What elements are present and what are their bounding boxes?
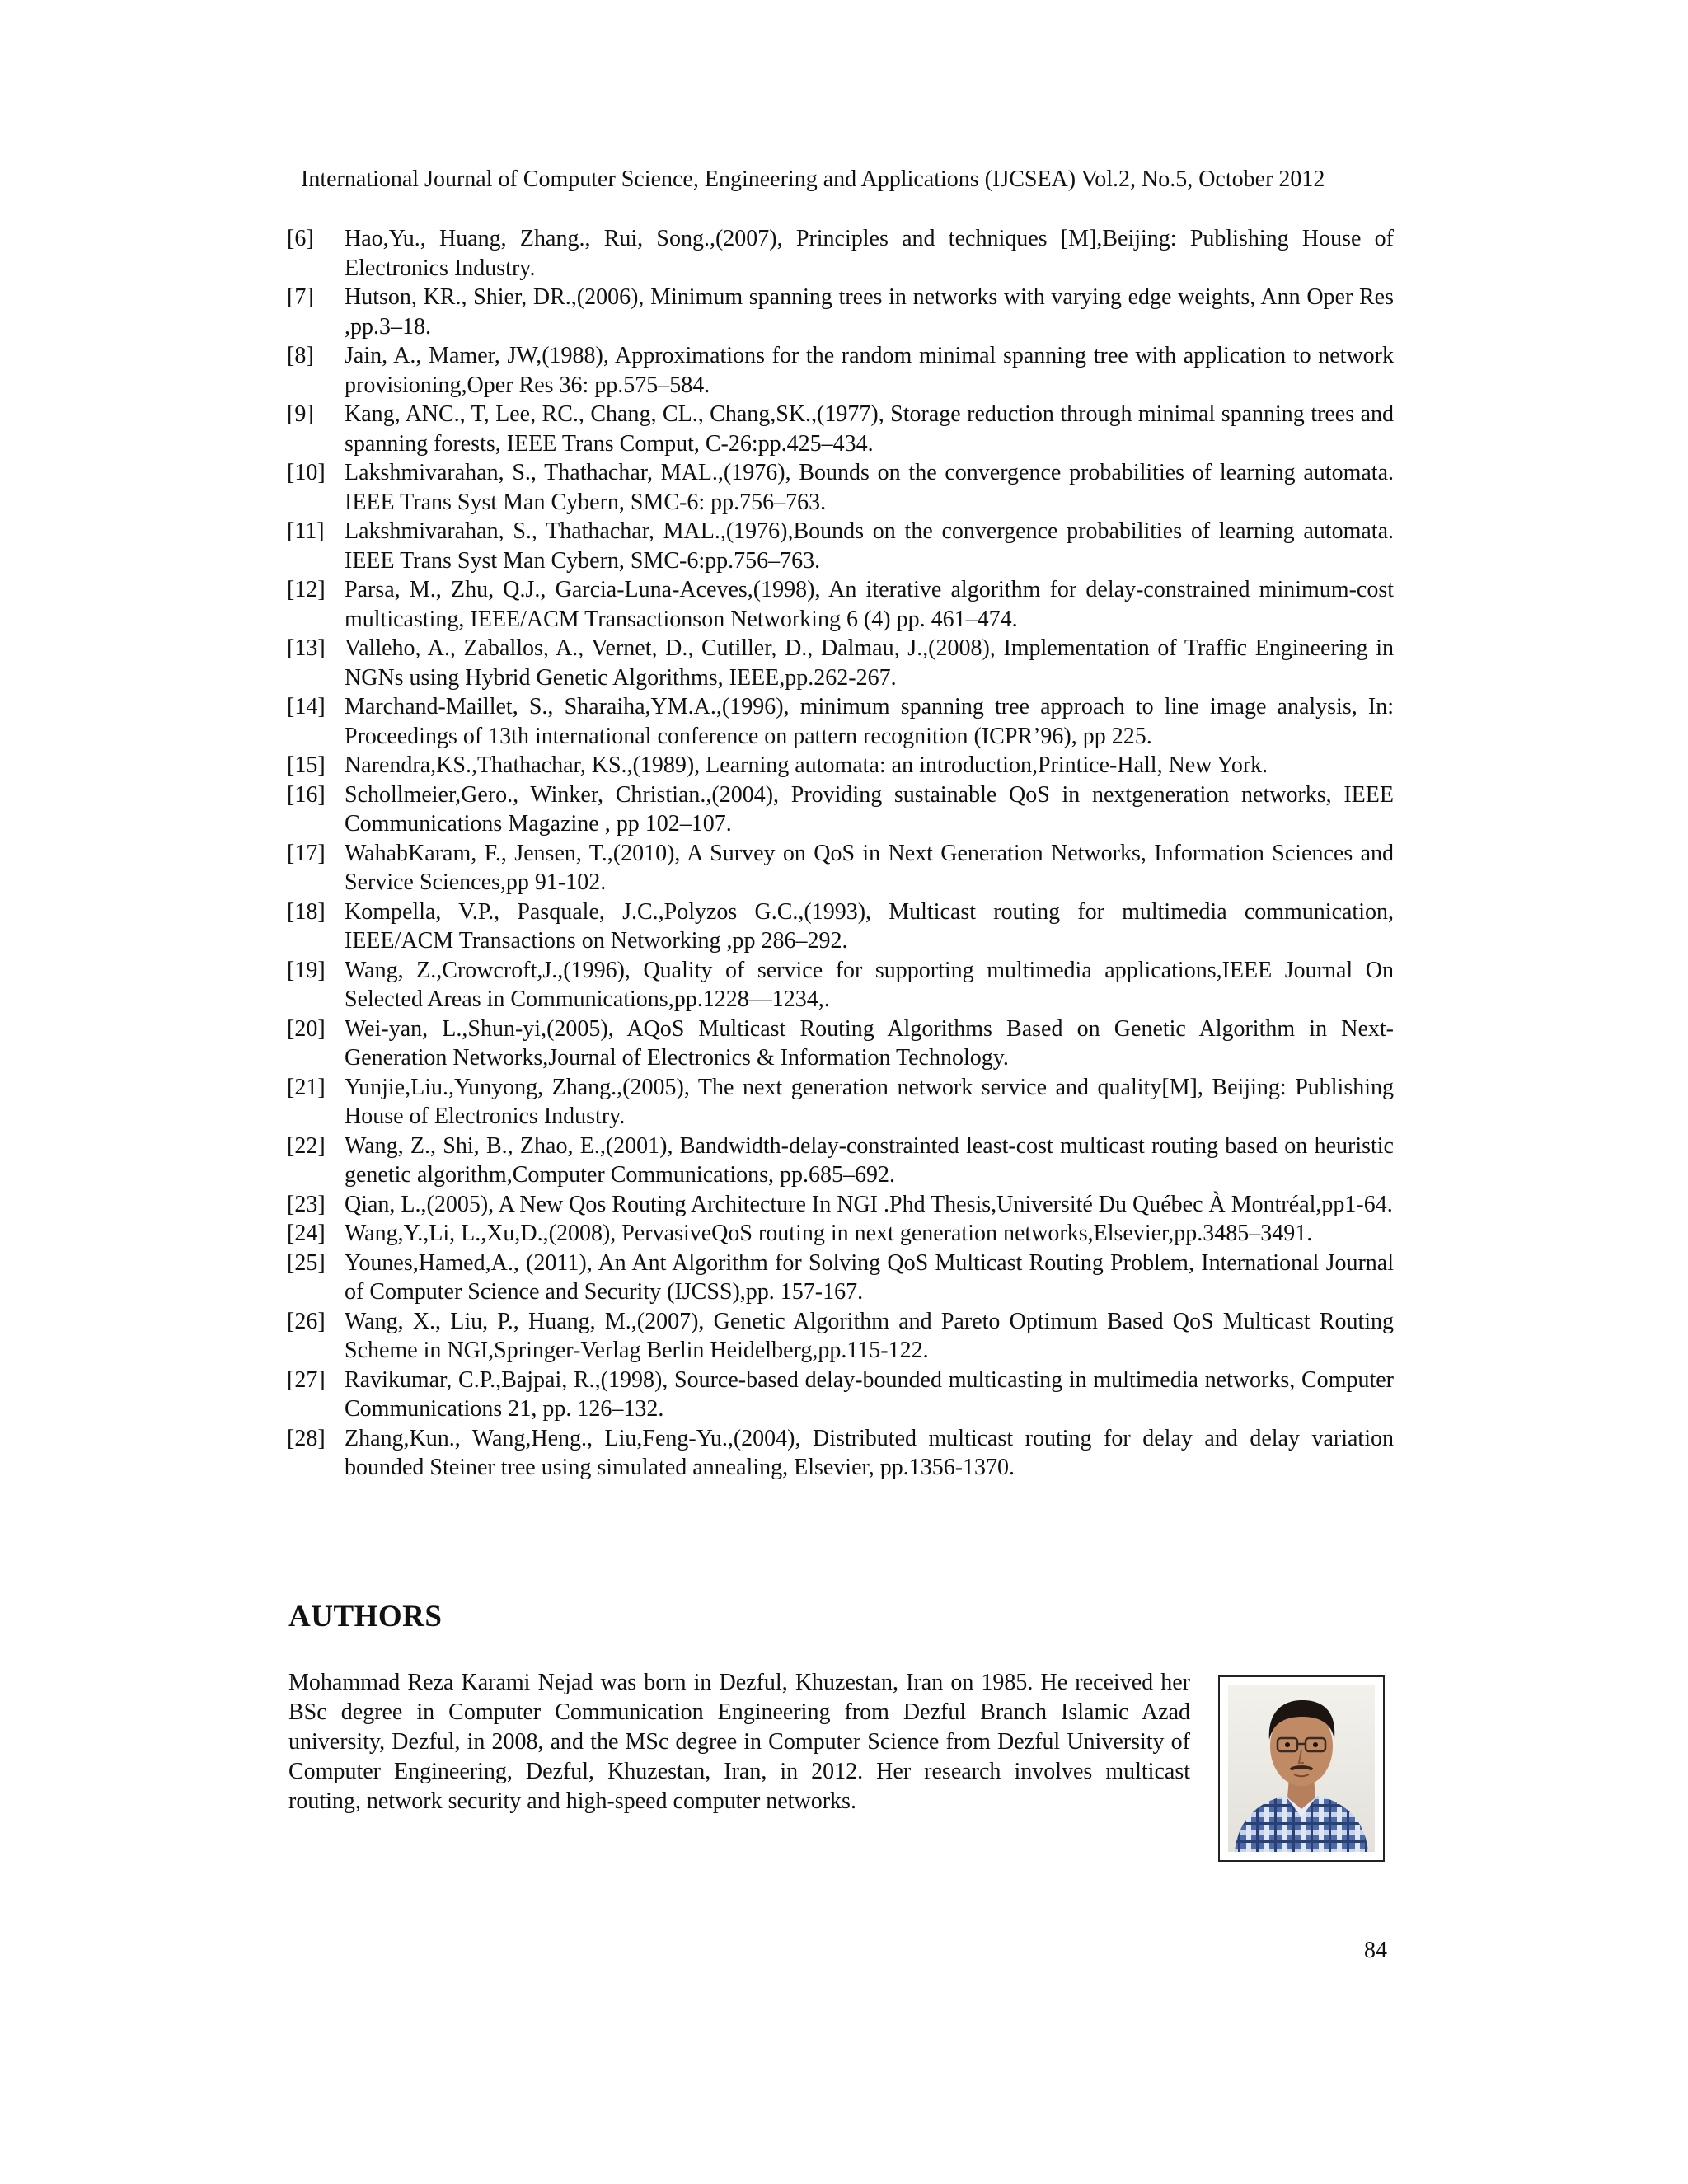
authors-heading: AUTHORS (288, 1600, 443, 1633)
reference-text: Parsa, M., Zhu, Q.J., Garcia-Luna-Aceves,(1998), An iterative algorithm for delay-constrained minimum-cost multicasting, IEEE/ACM Transactionson Networking 6 (4) pp. 461–474. (345, 577, 1394, 632)
reference-number: [9] (287, 401, 314, 427)
reference-number: [6] (287, 226, 314, 251)
reference-number: [27] (287, 1366, 326, 1393)
reference-text: Valleho, A., Zaballos, A., Vernet, D., Cutiller, D., Dalmau, J.,(2008), Implementation of Traffic Engineering in NGNs using Hybrid Genetic Algorithms, IEEE,pp.262-267. (345, 635, 1394, 691)
reference-text: Lakshmivarahan, S., Thathachar, MAL.,(1976),Bounds on the convergence probabilities of learning automata. IEEE Trans Syst Man Cybern, SMC-6:pp.756–763. (345, 518, 1394, 574)
reference-text: Kompella, V.P., Pasquale, J.C.,Polyzos G.C.,(1993), Multicast routing for multimedia communication, IEEE/ACM Transactions on Networking ,pp 286–292. (345, 898, 1394, 954)
reference-text: Schollmeier,Gero., Winker, Christian.,(2004), Providing sustainable QoS in nextgeneration networks, IEEE Communications Magazine , pp 102–107. (345, 781, 1394, 837)
reference-text: Yunjie,Liu.,Yunyong, Zhang.,(2005), The next generation network service and quality[M], Beijing: Publishing House of Electronics Industry. (345, 1074, 1394, 1129)
reference-item (287, 224, 1394, 283)
reference-item (287, 634, 1394, 692)
reference-number: [19] (287, 957, 326, 983)
reference-number: [11] (287, 518, 325, 544)
reference-number: [28] (287, 1425, 326, 1451)
reference-number: [8] (287, 343, 314, 368)
reference-text: Ravikumar, C.P.,Bajpai, R.,(1998), Source-based delay-bounded multicasting in multimedia networks, Computer Communications 21, pp. 126–132. (345, 1366, 1394, 1422)
reference-number: [20] (287, 1015, 326, 1042)
reference-text: Younes,Hamed,A., (2011), An Ant Algorithm for Solving QoS Multicast Routing Problem, International Journal of Computer Science and Security (IJCSS),pp. 157-167. (345, 1249, 1394, 1305)
reference-item (287, 1015, 1394, 1073)
reference-item (287, 839, 1394, 898)
reference-item (287, 956, 1394, 1015)
reference-text: Jain, A., Mamer, JW,(1988), Approximations for the random minimal spanning tree with application to network provisioning,Oper Res 36: pp.575–584. (345, 343, 1394, 398)
reference-number: [7] (287, 284, 314, 310)
reference-text: Marchand-Maillet, S., Sharaiha,YM.A.,(1996), minimum spanning tree approach to line image analysis, In: Proceedings of 13th international conference on pattern recognition (ICPR’96), pp 225. (345, 694, 1394, 749)
reference-item (287, 692, 1394, 751)
reference-item (287, 1366, 1394, 1424)
reference-number: [23] (287, 1191, 326, 1217)
reference-number: [12] (287, 577, 326, 602)
reference-item (287, 1190, 1394, 1220)
reference-number: [22] (287, 1132, 326, 1159)
reference-text: Wang, Z., Shi, B., Zhao, E.,(2001), Bandwidth-delay-constrainted least-cost multicast routing based on heuristic genetic algorithm,Computer Communications, pp.685–692. (345, 1132, 1394, 1188)
reference-number: [25] (287, 1249, 326, 1276)
reference-item (287, 1249, 1394, 1307)
reference-text: Wang,Y.,Li, L.,Xu,D.,(2008), PervasiveQoS routing in next generation networks,Elsevier,pp.3485–3491. (345, 1221, 1313, 1246)
reference-text: Hao,Yu., Huang, Zhang., Rui, Song.,(2007), Principles and techniques [M],Beijing: Publishing House of Electronics Industry. (345, 226, 1394, 281)
reference-item (287, 751, 1394, 780)
author-portrait-icon (1228, 1685, 1375, 1852)
reference-item (287, 575, 1394, 634)
reference-item (287, 1307, 1394, 1366)
reference-text: Wang, Z.,Crowcroft,J.,(1996), Quality of service for supporting multimedia applications,IEEE Journal On Selected Areas in Communications,pp.1228—1234,. (345, 957, 1394, 1012)
running-header: International Journal of Computer Science, Engineering and Applications (IJCSEA) Vol.2, No.5, October 2012 (301, 166, 1325, 192)
author-bio: Mohammad Reza Karami Nejad was born in Dezful, Khuzestan, Iran on 1985. He received her BSc degree in Computer Communication Engineering from Dezful Branch Islamic Azad university, Dezful, in 2008, and the MSc degree in Computer Science from Dezful University of Computer Engineering, Dezful, Khuzestan, Iran, in 2012. Her research involves multicast routing, network security and high-speed computer networks. (288, 1670, 1190, 1814)
reference-text: Narendra,KS.,Thathachar, KS.,(1989), Learning automata: an introduction,Printice-Hall, New York. (345, 752, 1268, 778)
reference-text: Qian, L.,(2005), A New Qos Routing Architecture In NGI .Phd Thesis,Université Du Québec À Montréal,pp1-64. (345, 1191, 1393, 1217)
reference-number: [14] (287, 694, 326, 719)
reference-number: [26] (287, 1308, 326, 1334)
reference-item (287, 283, 1394, 341)
reference-text: Wang, X., Liu, P., Huang, M.,(2007), Genetic Algorithm and Pareto Optimum Based QoS Multicast Routing Scheme in NGI,Springer-Verlag Berlin Heidelberg,pp.115-122. (345, 1308, 1394, 1363)
references-list (287, 224, 1394, 1483)
reference-item (287, 517, 1394, 575)
reference-item (287, 1219, 1394, 1249)
reference-number: [16] (287, 781, 326, 808)
reference-number: [21] (287, 1074, 326, 1100)
reference-item (287, 1424, 1394, 1483)
reference-item (287, 780, 1394, 839)
reference-item (287, 1132, 1394, 1190)
reference-item (287, 400, 1394, 458)
reference-number: [24] (287, 1221, 326, 1246)
page-number: 84 (1364, 1938, 1387, 1963)
reference-text: Zhang,Kun., Wang,Heng., Liu,Feng-Yu.,(2004), Distributed multicast routing for delay and delay variation bounded Steiner tree using simulated annealing, Elsevier, pp.1356-1370. (345, 1425, 1394, 1480)
reference-text: Lakshmivarahan, S., Thathachar, MAL.,(1976), Bounds on the convergence probabilities of learning automata. IEEE Trans Syst Man Cybern, SMC-6: pp.756–763. (345, 460, 1394, 515)
reference-item (287, 341, 1394, 400)
reference-item (287, 1073, 1394, 1132)
reference-number: [18] (287, 898, 326, 925)
reference-item (287, 898, 1394, 956)
reference-text: Wei-yan, L.,Shun-yi,(2005), AQoS Multicast Routing Algorithms Based on Genetic Algorithm in Next-Generation Networks,Journal of Electronics & Information Technology. (345, 1015, 1394, 1071)
reference-number: [10] (287, 460, 326, 485)
reference-item (287, 458, 1394, 517)
reference-text: Kang, ANC., T, Lee, RC., Chang, CL., Chang,SK.,(1977), Storage reduction through minimal spanning trees and spanning forests, IEEE Trans Comput, C-26:pp.425–434. (345, 401, 1394, 457)
reference-text: Hutson, KR., Shier, DR.,(2006), Minimum spanning trees in networks with varying edge weights, Ann Oper Res ,pp.3–18. (345, 284, 1394, 340)
reference-number: [13] (287, 635, 326, 661)
reference-number: [17] (287, 840, 326, 866)
author-photo (1218, 1675, 1385, 1862)
reference-text: WahabKaram, F., Jensen, T.,(2010), A Survey on QoS in Next Generation Networks, Information Sciences and Service Sciences,pp 91-102. (345, 840, 1394, 895)
reference-number: [15] (287, 752, 326, 778)
